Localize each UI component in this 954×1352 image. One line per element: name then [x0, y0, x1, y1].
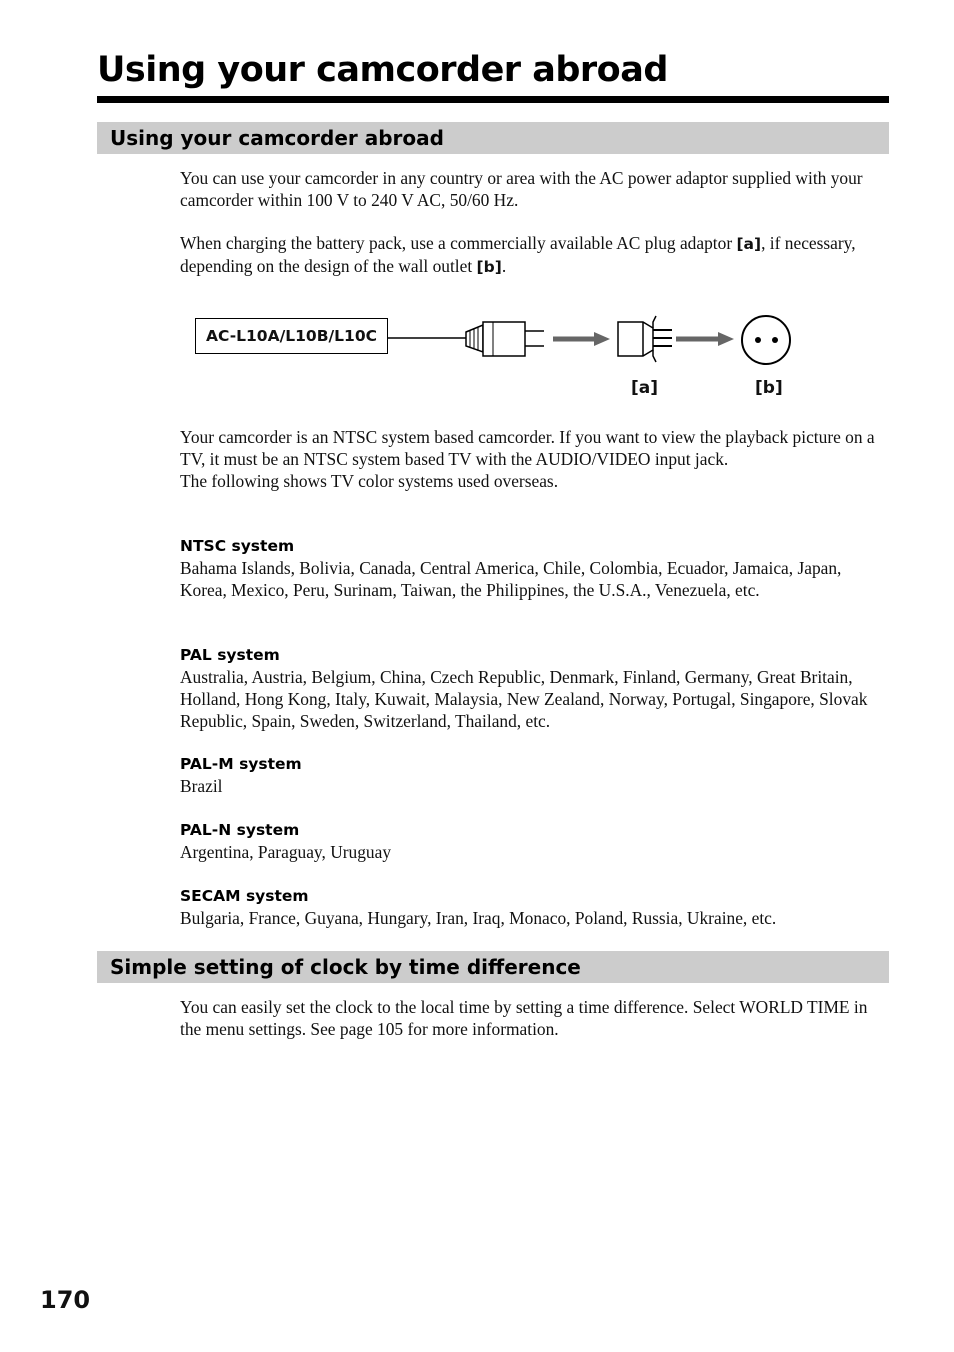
section-heading-abroad: Using your camcorder abroad	[110, 126, 444, 150]
adaptor-model-box: AC-L10A/L10B/L10C	[195, 318, 388, 354]
page-title: Using your camcorder abroad	[97, 50, 668, 90]
system-name: SECAM system	[180, 887, 309, 905]
system-block-ntsc	[180, 535, 890, 601]
ref-b: [b]	[476, 258, 502, 276]
system-countries: Brazil	[180, 776, 223, 796]
paragraph-power-adaptor: You can use your camcorder in any country or area with the AC power adaptor supplied with your camcorder within 100 V to 240 V AC, 50/60 Hz.	[180, 168, 863, 210]
label-a: [a]	[631, 378, 659, 398]
color-systems-intro: The following shows TV color systems used overseas.	[180, 471, 559, 491]
system-name: NTSC system	[180, 537, 295, 555]
system-block-pal	[180, 644, 890, 732]
system-block-pal-n	[180, 819, 890, 863]
system-countries: Argentina, Paraguay, Uruguay	[180, 842, 392, 862]
wall-outlet-b-icon	[742, 316, 790, 364]
system-name: PAL system	[180, 646, 280, 664]
system-countries: Australia, Austria, Belgium, China, Czech Republic, Denmark, Finland, Germany, Great Britain, Holland, Hong Kong, Italy, Kuwait, Malaysia, New Zealand, Norway, Portugal, Singapore, Slovak Republic, Spain, Sweden, Switzerland, Thailand, etc.	[180, 667, 868, 731]
system-block-pal-m	[180, 753, 890, 797]
arrow-to-outlet-icon	[676, 332, 734, 346]
section-heading-bar-abroad	[97, 122, 889, 154]
system-name: PAL-M system	[180, 755, 302, 773]
paragraph-world-time: You can easily set the clock to the local time by setting a time difference. Select WORLD TIME in the menu settings. See page 105 for more information.	[180, 997, 868, 1039]
plug-adaptor-a-icon	[618, 316, 672, 362]
system-countries: Bulgaria, France, Guyana, Hungary, Iran, Iraq, Monaco, Poland, Russia, Ukraine, etc.	[180, 908, 777, 928]
ac-plug-icon	[466, 322, 544, 356]
system-block-secam	[180, 885, 890, 929]
ntsc-intro-text: Your camcorder is an NTSC system based camcorder. If you want to view the playback picture on a TV, it must be an NTSC system based TV with the AUDIO/VIDEO input jack.	[180, 427, 875, 469]
plug-text-end: .	[501, 256, 507, 276]
plug-text-middle: , if necessary, depending on the design of the wall outlet	[180, 233, 856, 276]
system-countries: Bahama Islands, Bolivia, Canada, Central America, Chile, Colombia, Ecuador, Jamaica, Japan, Korea, Mexico, Peru, Surinam, Taiwan, the Philippines, the U.S.A., Venezuela, etc.	[180, 558, 842, 600]
section-heading-clock: Simple setting of clock by time difference	[110, 955, 581, 979]
plug-text-start: When charging the battery pack, use a commercially available AC plug adaptor	[180, 233, 737, 253]
paragraph-plug-adaptor	[180, 232, 890, 278]
section-heading-bar-clock	[97, 951, 889, 983]
system-name: PAL-N system	[180, 821, 300, 839]
label-b: [b]	[755, 378, 783, 398]
title-rule	[97, 96, 889, 103]
arrow-to-adaptor-icon	[553, 332, 610, 346]
ref-a: [a]	[736, 235, 762, 253]
plug-adaptor-diagram	[388, 300, 808, 380]
paragraph-ntsc-intro	[180, 426, 890, 492]
page-number: 170	[40, 1286, 91, 1314]
